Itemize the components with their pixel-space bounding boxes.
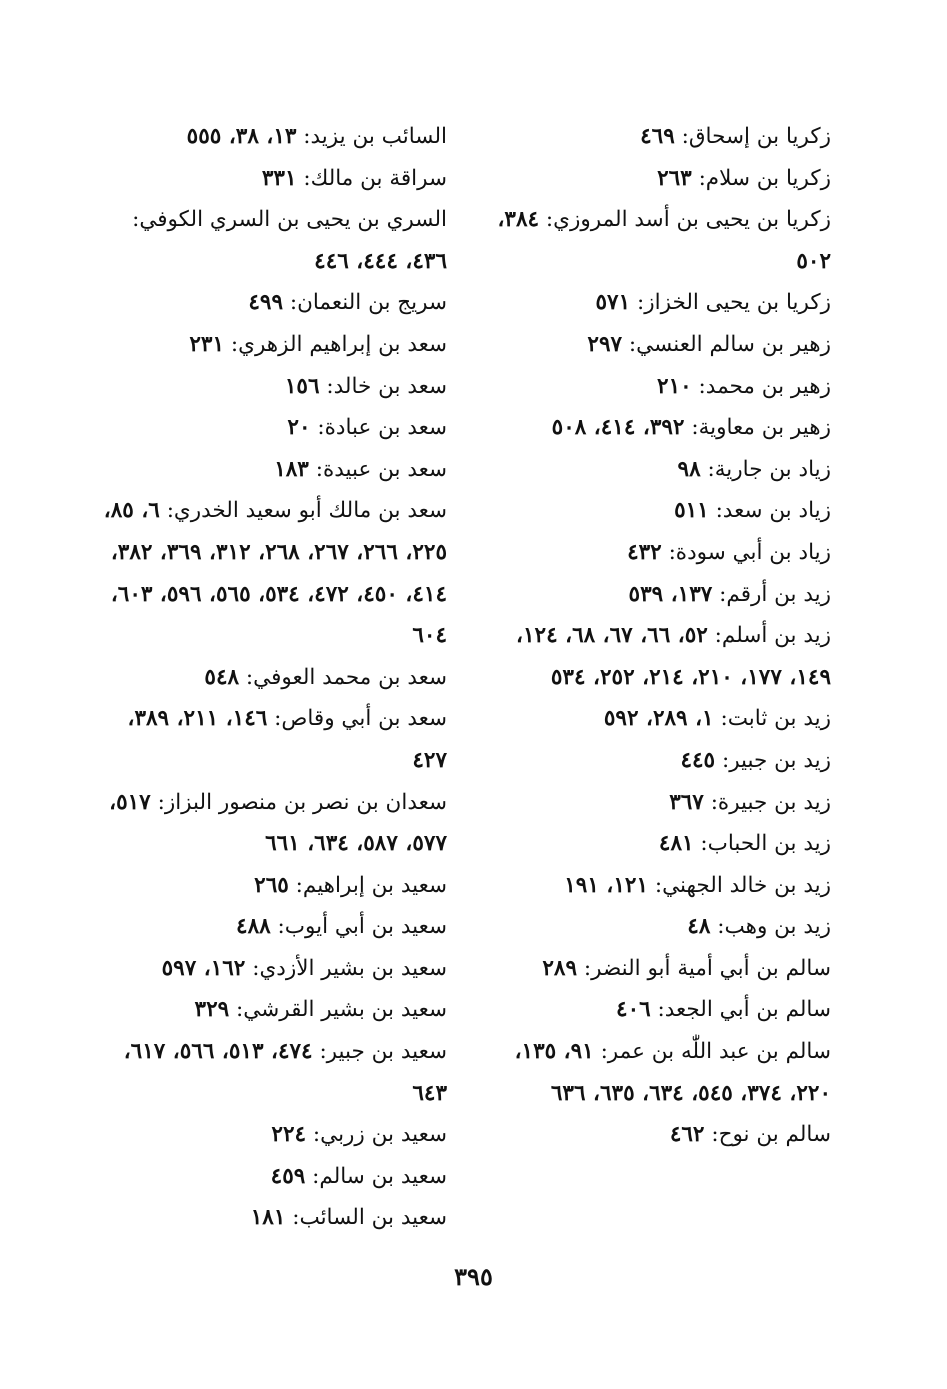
entry-pages: ٢١٠ xyxy=(657,373,692,399)
entry-name: زياد بن جارية: xyxy=(707,456,831,482)
index-entry xyxy=(491,407,831,449)
entry-pages: ٣٩٢، ٤١٤، ٥٠٨ xyxy=(551,415,685,441)
index-entry xyxy=(99,1031,447,1114)
index-entry xyxy=(491,615,831,698)
entry-name: زهير بن محمد: xyxy=(698,373,831,399)
index-entry xyxy=(99,324,447,366)
entry-name: سعيد بن أبي أيوب: xyxy=(277,914,447,940)
entry-name: زكريا بن سلام: xyxy=(698,165,831,191)
entry-name: زياد بن أبي سودة: xyxy=(668,539,831,565)
entry-name: سعيد بن سالم: xyxy=(312,1163,447,1189)
index-entry xyxy=(99,989,447,1031)
entry-pages: ٩٨ xyxy=(677,456,701,482)
entry-pages: ٤٠٦ xyxy=(616,997,651,1023)
entry-name: سعد بن عبيدة: xyxy=(315,456,447,482)
index-entry xyxy=(491,116,831,158)
entry-name: زكريا بن إسحاق: xyxy=(681,124,831,149)
index-entry xyxy=(491,1031,831,1114)
entry-pages: ٥٧١ xyxy=(595,290,631,316)
entry-pages: ٤٩٩ xyxy=(248,290,283,316)
entry-name: سالم بن أبي الجعد: xyxy=(657,997,831,1023)
entry-name: سعيد بن زربي: xyxy=(312,1122,447,1148)
index-entry xyxy=(491,199,831,282)
entry-pages: ١٣٧، ٥٣٩ xyxy=(628,581,713,607)
entry-name: سعيد بن إبراهيم: xyxy=(295,872,447,898)
entry-pages: ٤٨ xyxy=(687,914,711,940)
entry-pages: ٣٣١ xyxy=(261,165,297,191)
entry-pages: ٤٣٢ xyxy=(627,539,662,565)
index-column-left xyxy=(99,116,447,1239)
index-entry xyxy=(491,532,831,574)
entry-pages: ١، ٢٨٩، ٥٩٢ xyxy=(603,706,714,732)
entry-pages: ٥١١ xyxy=(674,498,709,524)
entry-name: سالم بن أبي أمية أبو النضر: xyxy=(583,955,831,981)
index-entry xyxy=(99,698,447,781)
index-entry xyxy=(99,1156,447,1198)
index-entry xyxy=(491,948,831,990)
entry-name: السري بن يحيى بن السري الكوفي: xyxy=(132,207,447,233)
entry-pages: ٣٦٧ xyxy=(669,789,704,815)
index-entry xyxy=(99,948,447,990)
entry-pages: ٢٦٣ xyxy=(657,165,692,191)
entry-name: زيد بن الحباب: xyxy=(700,831,831,857)
entry-pages: ٢٨٩ xyxy=(542,955,577,981)
entry-pages: ٤٨١ xyxy=(658,831,694,857)
entry-name: زيد بن جبيرة: xyxy=(710,789,831,815)
index-entry xyxy=(99,490,447,656)
entry-pages: ٢٩٧ xyxy=(587,331,623,357)
entry-name: زيد بن وهب: xyxy=(717,914,831,940)
index-entry xyxy=(491,823,831,865)
index-column-right xyxy=(491,116,831,1156)
entry-name: سعد بن محمد العوفي: xyxy=(245,664,447,690)
index-entry xyxy=(491,366,831,408)
entry-pages: ٥٤٨ xyxy=(204,664,240,690)
index-entry xyxy=(491,782,831,824)
entry-pages: ٩١، ١٣٥، ٢٢٠، ٣٧٤، ٥٤٥، ٦٣٤، ٦٣٥، ٦٣٦ xyxy=(514,1039,831,1106)
entry-name: زيد بن خالد الجهني: xyxy=(654,872,831,898)
entry-name: سعيد بن السائب: xyxy=(292,1205,447,1231)
entry-name: سريج بن النعمان: xyxy=(289,290,447,316)
entry-pages: ٤٦٩ xyxy=(640,124,675,149)
entry-pages: ١٢١، ١٩١ xyxy=(564,872,648,898)
entry-pages: ٥١٧، ٥٧٧، ٥٨٧، ٦٣٤، ٦٦١ xyxy=(109,789,447,857)
entry-pages: ١٦٢، ٥٩٧ xyxy=(161,955,246,981)
index-entry xyxy=(99,366,447,408)
entry-name: زيد بن أسلم: xyxy=(714,623,831,649)
index-entry xyxy=(491,324,831,366)
entry-pages: ٥٢، ٦٦، ٦٧، ٦٨، ١٢٤، ١٤٩، ١٧٧، ٢١٠، ٢١٤، ٢٥٢، ٥٣٤ xyxy=(516,623,831,690)
entry-name: سراقة بن مالك: xyxy=(303,165,447,191)
entry-name: زكريا بن يحيى بن أسد المروزي: xyxy=(545,207,831,233)
entry-pages: ٤٣٦، ٤٤٤، ٤٤٦ xyxy=(314,248,447,274)
index-entry xyxy=(99,782,447,865)
entry-pages: ٣٨٤، ٥٠٢ xyxy=(497,207,831,274)
entry-pages: ٤٦٢ xyxy=(669,1122,705,1148)
entry-name: سعدان بن نصر بن منصور البزاز: xyxy=(157,789,447,815)
entry-name: سعد بن أبي وقاص: xyxy=(274,706,447,732)
entry-name: سعيد بن جبير: xyxy=(319,1039,447,1065)
entry-name: زهير بن معاوية: xyxy=(691,415,831,441)
index-entry xyxy=(491,282,831,324)
index-entry xyxy=(491,1114,831,1156)
entry-name: سعد بن عبادة: xyxy=(317,415,447,441)
page-number: ٣٩٥ xyxy=(454,1262,493,1291)
index-entry xyxy=(491,449,831,491)
entry-name: زيد بن ثابت: xyxy=(720,706,831,732)
entry-name: زيد بن أرقم: xyxy=(719,581,831,607)
entry-name: السائب بن يزيد: xyxy=(303,124,447,149)
index-entry xyxy=(99,657,447,699)
index-entry xyxy=(99,282,447,324)
entry-pages: ٢٣١ xyxy=(189,331,225,357)
entry-pages: ٢٢٤ xyxy=(271,1122,307,1148)
entry-pages: ٤٨٨ xyxy=(236,914,271,940)
entry-name: سعيد بن بشير الأزدي: xyxy=(252,955,447,981)
entry-name: سعد بن مالك أبو سعيد الخدري: xyxy=(166,498,447,524)
index-entry xyxy=(491,989,831,1031)
index-entry xyxy=(99,449,447,491)
entry-pages: ١٨١ xyxy=(250,1205,286,1231)
index-entry xyxy=(99,116,447,158)
entry-name: سعد بن خالد: xyxy=(326,373,447,399)
entry-pages: ١٤٦، ٢١١، ٣٨٩، ٤٢٧ xyxy=(127,706,447,773)
entry-pages: ٤٥٩ xyxy=(270,1163,306,1189)
index-entry xyxy=(99,1197,447,1239)
entry-pages: ١٣، ٣٨، ٥٥٥ xyxy=(186,124,297,149)
entry-name: زكريا بن يحيى الخزاز: xyxy=(636,290,831,316)
entry-pages: ٢٦٥ xyxy=(254,872,289,898)
index-entry xyxy=(99,865,447,907)
entry-name: زهير بن سالم العنسي: xyxy=(628,331,831,357)
index-entry xyxy=(491,740,831,782)
entry-name: سالم بن عبد اللّٰه بن عمر: xyxy=(600,1039,831,1065)
index-entry xyxy=(491,865,831,907)
index-entry xyxy=(99,407,447,449)
entry-pages: ١٥٦ xyxy=(284,373,320,399)
entry-pages: ٤٤٥ xyxy=(680,747,716,773)
entry-pages: ١٨٣ xyxy=(274,456,309,482)
entry-name: سعيد بن بشير القرشي: xyxy=(236,997,447,1023)
index-entry xyxy=(491,574,831,616)
index-entry xyxy=(491,490,831,532)
entry-name: زيد بن جبير: xyxy=(721,747,831,773)
index-entry xyxy=(491,698,831,740)
entry-pages: ٢٠ xyxy=(287,415,311,441)
index-entry xyxy=(99,1114,447,1156)
entry-pages: ٦، ٨٥، ٢٢٥، ٢٦٦، ٢٦٧، ٢٦٨، ٣١٢، ٣٦٩، ٣٨٢، ٤١٤، ٤٥٠، ٤٧٢، ٥٣٤، ٥٦٥، ٥٩٦، ٦٠٣، ٦٠٤ xyxy=(103,498,447,649)
entry-pages: ٤٧٤، ٥١٣، ٥٦٦، ٦١٧، ٦٤٣ xyxy=(123,1039,447,1106)
entry-pages: ٣٢٩ xyxy=(194,997,230,1023)
entry-name: زياد بن سعد: xyxy=(715,498,831,524)
index-entry xyxy=(99,906,447,948)
entry-name: سالم بن نوح: xyxy=(711,1122,831,1148)
index-entry xyxy=(491,906,831,948)
index-entry xyxy=(99,199,447,282)
index-entry xyxy=(99,158,447,200)
index-entry xyxy=(491,158,831,200)
entry-name: سعد بن إبراهيم الزهري: xyxy=(230,331,447,357)
